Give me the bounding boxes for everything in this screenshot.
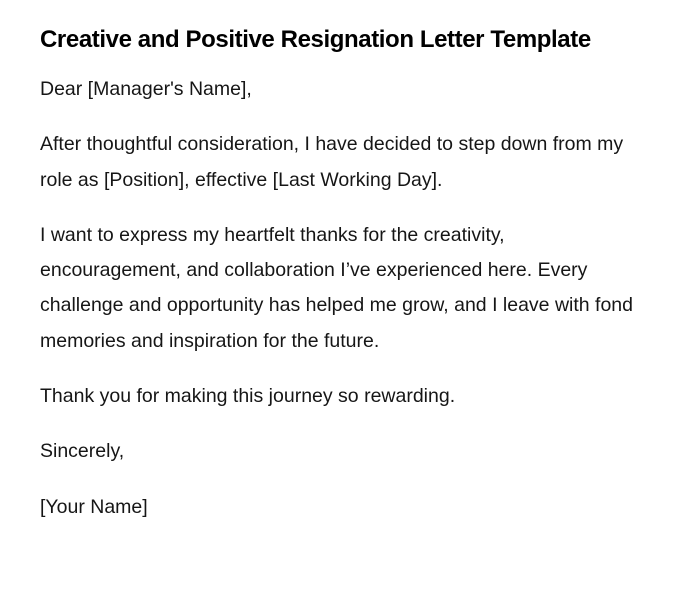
paragraph-closing-thanks: Thank you for making this journey so rewarding. xyxy=(40,385,456,408)
paragraph-decision: After thoughtful consideration, I have decided to step down from my role as [Position], effective [Last Working Day]. xyxy=(40,133,624,191)
letter-document xyxy=(40,0,650,525)
paragraph-thanks: I want to express my heartfelt thanks for the creativity, encouragement, and collaboration I’ve experienced here. Every challenge and opportunity has helped me grow, and I leave with fond memories and inspiration for the future. xyxy=(40,223,633,352)
document-title: Creative and Positive Resignation Letter Template xyxy=(40,26,591,53)
salutation: Dear [Manager's Name], xyxy=(40,78,252,100)
signature: [Your Name] xyxy=(40,495,148,518)
closing: Sincerely, xyxy=(40,440,125,463)
